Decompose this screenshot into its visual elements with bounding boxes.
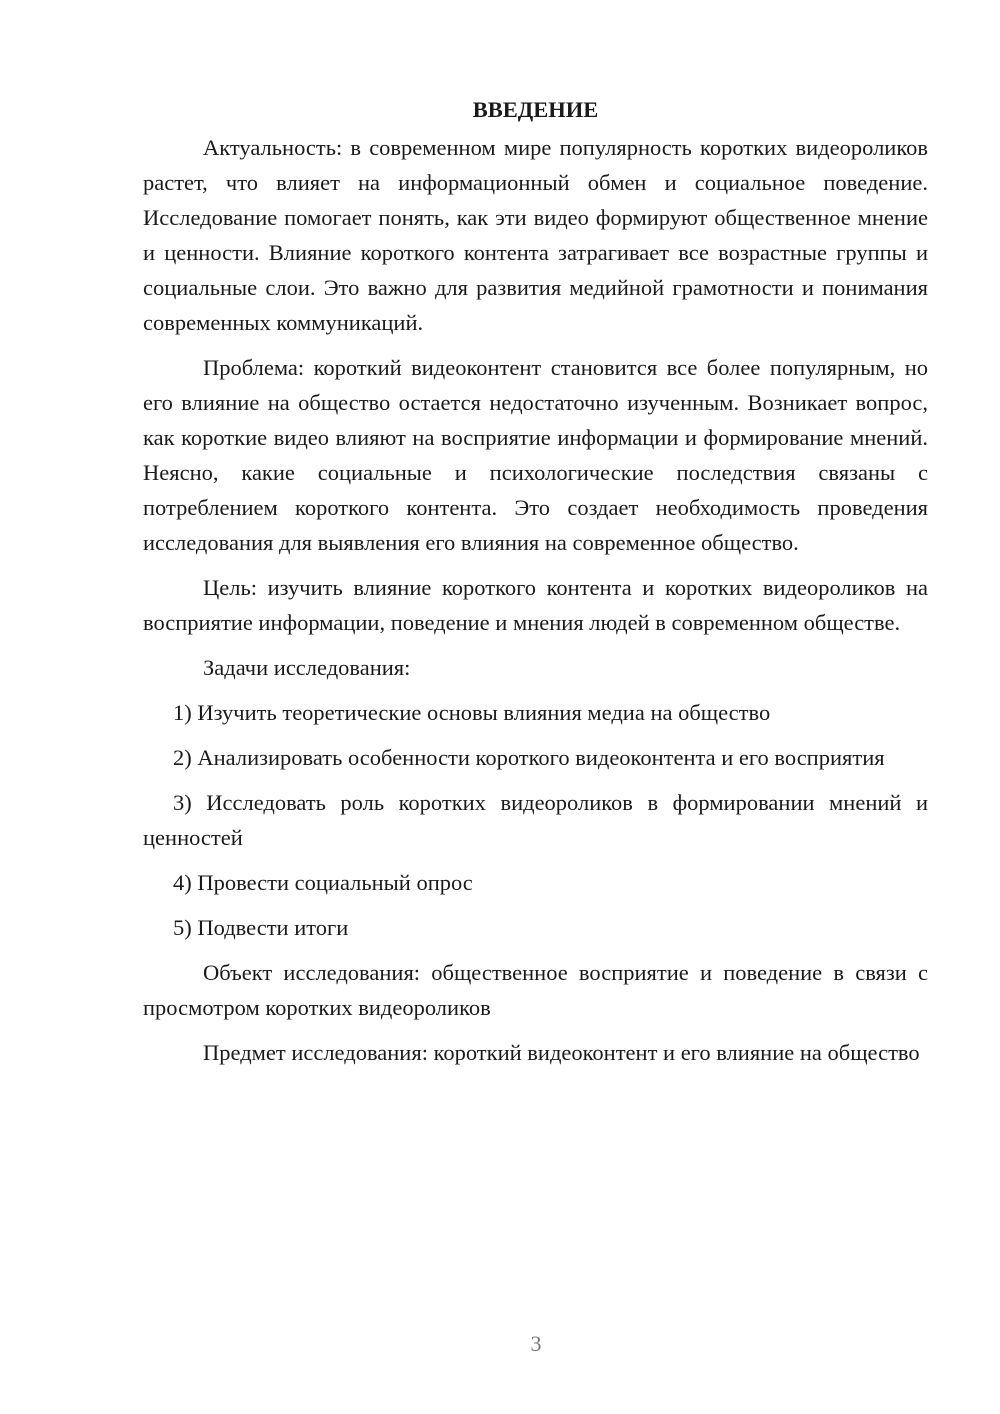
object-paragraph: Объект исследования: общественное восприятие и поведение в связи с просмотром коротких видеороликов [143, 960, 928, 1020]
subject-paragraph: Предмет исследования: короткий видеоконтент и его влияние на общество [203, 1040, 920, 1065]
relevance-paragraph: Актуальность: в современном мире популярность коротких видеороликов растет, что влияет на информационный обмен и социальное поведение. Исследование помогает понять, как эти видео формируют общественное мнение и ценности. Влияние короткого контента затрагивает все возрастные группы и социальные слои. Это важно для развития медийной грамотности и понимания современных коммуникаций. [143, 135, 928, 335]
task-item-5: 5) Подвести итоги [173, 915, 349, 940]
section-title: ВВЕДЕНИЕ [472, 97, 599, 122]
task-item-1: 1) Изучить теоретические основы влияния медиа на общество [173, 700, 771, 725]
problem-paragraph: Проблема: короткий видеоконтент становится все более популярным, но его влияние на общество остается недостаточно изученным. Возникает вопрос, как короткие видео влияют на восприятие информации и формирование мнений. Неясно, какие социальные и психологические последствия связаны с потреблением короткого контента. Это создает необходимость проведения исследования для выявления его влияния на современное общество. [143, 355, 928, 555]
task-item-2: 2) Анализировать особенности короткого видеоконтента и его восприятия [173, 745, 885, 770]
task-item-3: 3) Исследовать роль коротких видеороликов в формировании мнений и ценностей [143, 790, 928, 850]
goal-paragraph: Цель: изучить влияние короткого контента и коротких видеороликов на восприятие информации, поведение и мнения людей в современном обществе. [143, 575, 928, 635]
document-page [143, 92, 928, 1080]
task-item-4: 4) Провести социальный опрос [173, 870, 473, 895]
tasks-heading: Задачи исследования: [203, 655, 411, 680]
page-number: 3 [530, 1331, 542, 1356]
